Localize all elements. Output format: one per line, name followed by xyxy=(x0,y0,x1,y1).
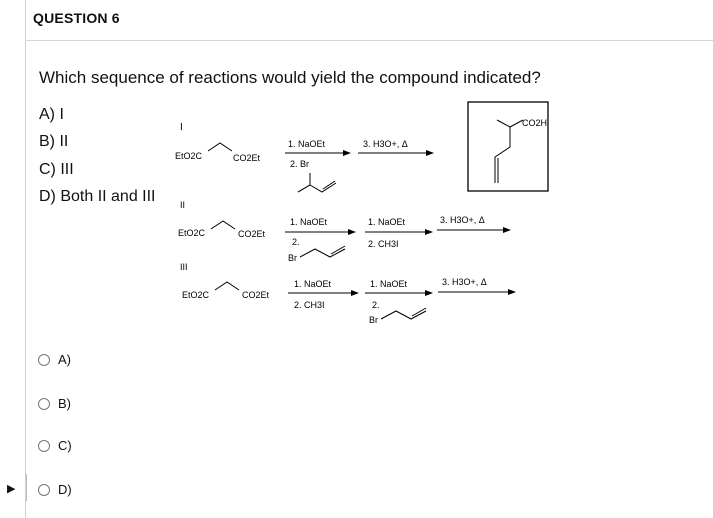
route3-step3: 3. H3O+, Δ xyxy=(442,277,487,287)
route2-step1c: Br xyxy=(288,253,297,263)
route-label-1: I xyxy=(180,122,183,133)
route3-step1a: 1. NaOEt xyxy=(294,279,332,289)
option-d[interactable] xyxy=(38,482,72,497)
route2-step1b: 2. xyxy=(292,237,300,247)
route1-start-right: CO2Et xyxy=(233,153,261,163)
question-heading: QUESTION 6 xyxy=(33,10,120,26)
current-item-indicator-icon: ▶ xyxy=(7,483,16,495)
route1-start-left: EtO2C xyxy=(175,151,203,161)
choice-a: A) I xyxy=(39,106,64,123)
target-compound-structure xyxy=(495,120,523,183)
route2-step2b: 2. CH3I xyxy=(368,239,399,249)
route3-malonate-bonds xyxy=(215,282,239,290)
route2-start-right: CO2Et xyxy=(238,229,266,239)
route1-alkyl-halide-bonds xyxy=(298,173,310,192)
radio-b[interactable] xyxy=(38,398,50,410)
option-d-marker xyxy=(26,474,27,501)
route3-step2b: 2. xyxy=(372,300,380,310)
route-label-3: III xyxy=(180,262,188,272)
option-b[interactable] xyxy=(38,396,71,411)
route3-step2c: Br xyxy=(369,315,378,325)
route2-step1a: 1. NaOEt xyxy=(290,217,328,227)
route2-step3: 3. H3O+, Δ xyxy=(440,215,485,225)
target-label: CO2H xyxy=(522,118,548,128)
route1-step1: 1. NaOEt xyxy=(288,139,326,149)
left-border xyxy=(25,0,26,518)
choice-d: D) Both II and III xyxy=(39,188,156,205)
route3-allyl-chain xyxy=(381,308,426,319)
route2-allyl-chain xyxy=(300,246,345,257)
route1-step2: 2. Br xyxy=(290,159,310,169)
option-c-label: C) xyxy=(58,438,72,453)
radio-c[interactable] xyxy=(38,440,50,452)
option-d-label: D) xyxy=(58,482,72,497)
radio-a[interactable] xyxy=(38,354,50,366)
reaction-scheme-image xyxy=(160,95,560,335)
radio-d[interactable] xyxy=(38,484,50,496)
route2-malonate-bonds xyxy=(211,221,235,229)
route1-malonate-bonds xyxy=(208,143,232,151)
route2-start-left: EtO2C xyxy=(178,228,206,238)
option-b-label: B) xyxy=(58,396,71,411)
route2-step2a: 1. NaOEt xyxy=(368,217,406,227)
route3-step1b: 2. CH3I xyxy=(294,300,325,310)
route3-step2a: 1. NaOEt xyxy=(370,279,408,289)
route1-halide-chain xyxy=(298,181,336,192)
option-c[interactable] xyxy=(38,438,72,453)
route-label-2: II xyxy=(180,200,186,210)
choice-b: B) II xyxy=(39,133,69,150)
divider xyxy=(26,40,713,41)
option-a[interactable] xyxy=(38,352,71,367)
target-compound-box xyxy=(468,102,548,191)
question-prompt: Which sequence of reactions would yield the compound indicated? xyxy=(39,68,541,87)
choice-c: C) III xyxy=(39,161,74,178)
route1-step3: 3. H3O+, Δ xyxy=(363,139,408,149)
route3-start-right: CO2Et xyxy=(242,290,270,300)
route3-start-left: EtO2C xyxy=(182,290,210,300)
option-a-label: A) xyxy=(58,352,71,367)
